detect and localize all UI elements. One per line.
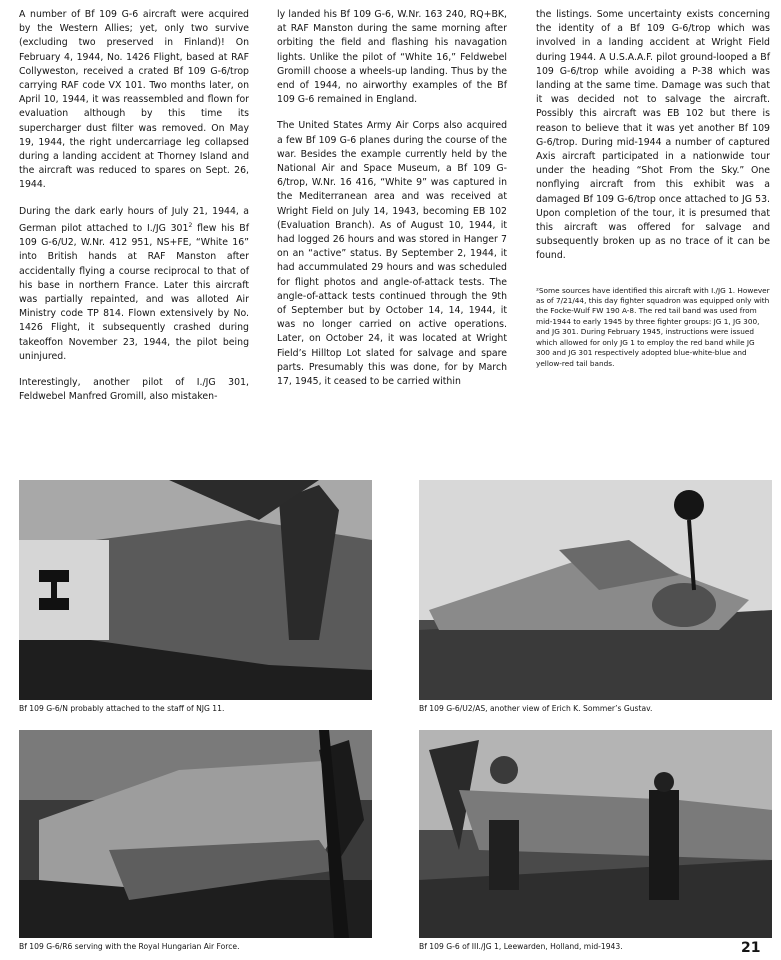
paragraph: ly landed his Bf 109 G-6, W.Nr. 163 240, RQ+BK, at RAF Manston during the same morning after orbiting the field and flashing his navagation lights. Unlike the pilot of “White 16,” Feldwebel Gromill choose a wheels-up landing. Thus by the end of 1944, no airworthy examples of the Bf 109 G-6 remained in England.: [277, 9, 507, 106]
footnote: ²Some sources have identified this aircraft with I./JG 1. However as of 7/21/44, this day fighter squadron was equipped only with the Focke-Wulf FW 190 A-8. The red tail band was used from mid-1944 to early 1945 by three fighter groups: JG 1, JG 300, and JG 301. During February 1945, instructions were issued which allowed for only JG 1 to employ the red band while JG 300 and JG 301 respectively adopted blue-white-blue and yellow-red tail bands.: [536, 285, 770, 368]
photo-bf109-g6-iii-jg1: [419, 730, 772, 938]
photo-caption: Bf 109 G-6/R6 serving with the Royal Hungarian Air Force.: [19, 942, 240, 951]
paragraph: Interestingly, another pilot of I./JG 301, Feldwebel Manfred Gromill, also mistaken-: [19, 376, 249, 403]
photo-caption: Bf 109 G-6/U2/AS, another view of Erich K. Sommer’s Gustav.: [419, 704, 653, 713]
photo-bf109-g6-u2-as: [419, 480, 772, 700]
photo-bf109-g6-r6: [19, 730, 372, 938]
paragraph-text: flew his Bf 109 G-6/U2, W.Nr. 412 951, NS+FE, “White 16” into British hands at RAF Manston after accidentally flying a course reciprocal to that of his base in northern France. Later this aircraft was partially repainted, and was alloted Air Ministry code TP 814. Flown extensively by No. 1426 Flight, it subsequently crashed during takeoffon November 23, 1944, the pilot being uninjured.: [19, 222, 249, 362]
text-column-3: [536, 8, 770, 381]
photo-bf109-g6-n: [19, 480, 372, 700]
text-column-2: [277, 8, 507, 401]
page-number: 21: [741, 940, 761, 956]
paragraph: the listings. Some uncertainty exists concerning the identity of a Bf 109 G-6/trop which was involved in a landing accident at Wright Field during 1944. A U.S.A.A.F. pilot ground-looped a Bf 109 G-6/trop while avoiding a P-38 which was landing at the same time. Damage was such that it was decided not to salvage the aircraft. Possibly this aircraft was EB 102 but there is reason to believe that it was yet another Bf 109 G-6/trop. During mid-1944 a number of captured Axis aircraft participated in a nationwide tour under the heading “Shot From the Sky.” One nonflying aircraft from this exhibit was a damaged Bf 109 G-6/trop once attached to JG 53. Upon completion of the tour, it is presumed that this aircraft was offered for salvage and subsequently broken up as no trace of it can be found.: [536, 9, 770, 262]
photo-caption: Bf 109 G-6 of III./JG 1, Leewarden, Holland, mid-1943.: [419, 942, 623, 951]
photo-caption: Bf 109 G-6/N probably attached to the staff of NJG 11.: [19, 704, 225, 713]
footnote-marker: 2: [188, 221, 193, 229]
paragraph: A number of Bf 109 G-6 aircraft were acquired by the Western Allies; yet, only two survive (excluding two preserved in Finland)! On February 4, 1944, No. 1426 Flight, based at RAF Collyweston, received a crated Bf 109 G-6/trop carrying RAF code VX 101. Two months later, on April 10, 1944, it was reassembled and flown for evaluation although by this time its supercharger dust filter was removed. On May 19, 1944, the right undercarriage leg collapsed during a landing accident at Thorney Island and the aircraft was reduced to spares on Sept. 26, 1944.: [19, 9, 249, 191]
text-column-1: [19, 8, 249, 416]
paragraph: The United States Army Air Corps also acquired a few Bf 109 G-6 planes during the course of the war. Besides the example currently held by the National Air and Space Museum, a Bf 109 G-6/trop, W.Nr. 16 416, “White 9” was captured in the Mediterranean area and was received at Wright Field on July 14, 1943, becoming EB 102 (Evaluation Branch). As of August 10, 1944, it had logged 26 hours and was stored in Hanger 7 on an “active” status. By September 2, 1944, it had accummulated 29 hours and was scheduled for flight photos and angle-of-attack tests. The angle-of-attack tests continued through the 9th of September but by October 14, 14, 1944, it was no longer carried on active operations. Later, on October 24, it was located at Wright Field’s Hilltop Lot slated for salvage and spare parts. Presumably this was done, for by March 17, 1945, it ceased to be carried within: [277, 120, 507, 388]
paragraph-text: During the dark early hours of July 21, 1944, a German pilot attached to I./JG 301: [19, 205, 249, 234]
paragraph: [19, 205, 249, 364]
